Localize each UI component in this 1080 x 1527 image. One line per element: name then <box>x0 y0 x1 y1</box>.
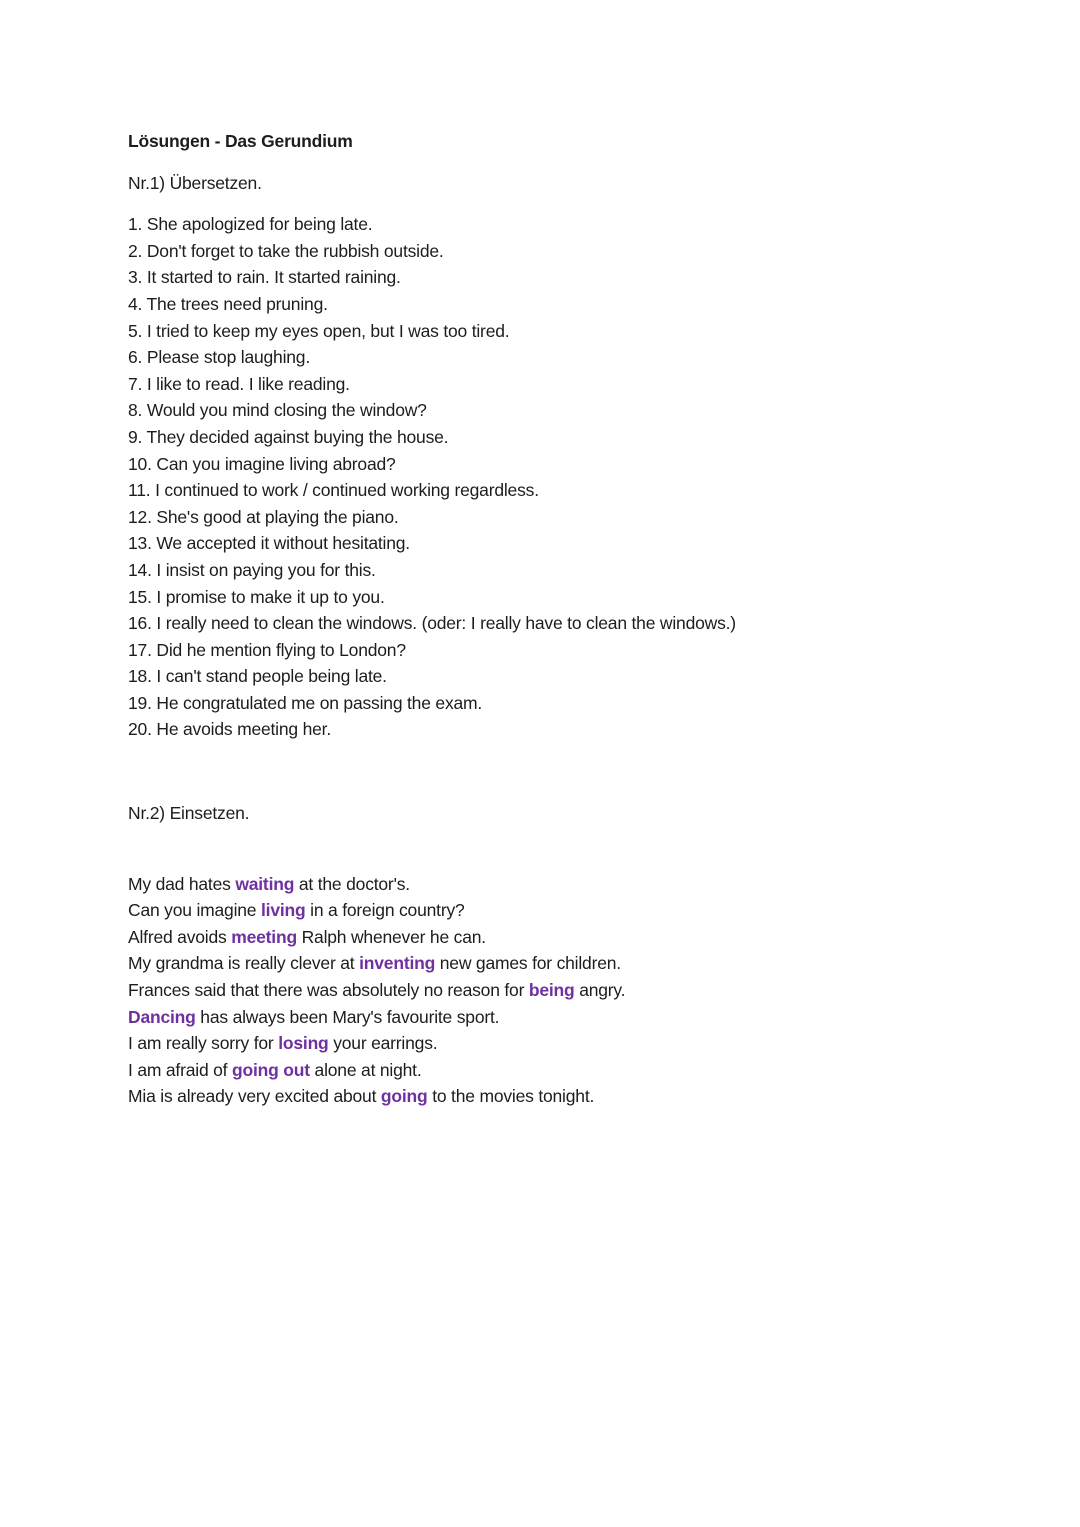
gerund-answer: Dancing <box>128 1006 196 1027</box>
answer-line: 18. I can't stand people being late. <box>128 666 387 687</box>
gerund-sentence <box>128 871 1020 898</box>
gerund-sentence <box>128 950 1020 977</box>
answer-line: 5. I tried to keep my eyes open, but I was too tired. <box>128 320 510 341</box>
section2-heading: Nr.2) Einsetzen. <box>128 803 250 824</box>
answer-line: 14. I insist on paying you for this. <box>128 559 376 580</box>
gerund-sentence <box>128 977 1020 1004</box>
sentence-text: new games for children. <box>435 953 621 974</box>
gerund-sentence <box>128 924 1020 951</box>
sentence-text: in a foreign country? <box>305 900 465 921</box>
answer-line: 1. She apologized for being late. <box>128 214 373 235</box>
answer-line: 10. Can you imagine living abroad? <box>128 453 396 474</box>
answer-line: 9. They decided against buying the house. <box>128 426 449 447</box>
answer-line: 3. It started to rain. It started raining. <box>128 267 401 288</box>
sentence-text: Ralph whenever he can. <box>296 926 486 947</box>
sentence-text: to the movies tonight. <box>427 1086 595 1107</box>
sentence-text: Frances said that there was absolutely no reason for <box>128 980 529 1001</box>
gerund-sentences-list <box>128 871 1020 1110</box>
gerund-answer: waiting <box>235 873 295 894</box>
sentence-text: at the doctor's. <box>294 873 410 894</box>
answer-line: 7. I like to read. I like reading. <box>128 373 350 394</box>
gerund-sentence <box>128 1030 1020 1057</box>
sentence-text: your earrings. <box>328 1033 438 1054</box>
answer-line: 15. I promise to make it up to you. <box>128 586 385 607</box>
sentence-text: My dad hates <box>128 873 236 894</box>
gerund-sentence <box>128 897 1020 924</box>
answer-line: 13. We accepted it without hesitating. <box>128 533 410 554</box>
section1-heading: Nr.1) Übersetzen. <box>128 172 262 193</box>
gerund-answer: going <box>380 1086 428 1107</box>
sentence-text: I am really sorry for <box>128 1033 279 1054</box>
sentence-text: Mia is already very excited about <box>128 1086 381 1107</box>
sentence-text: Alfred avoids <box>128 926 232 947</box>
answer-line: 12. She's good at playing the piano. <box>128 506 399 527</box>
answer-line: 2. Don't forget to take the rubbish outside. <box>128 240 444 261</box>
answer-line: 6. Please stop laughing. <box>128 347 311 368</box>
answer-line: 11. I continued to work / continued working regardless. <box>128 480 539 501</box>
answer-line: 4. The trees need pruning. <box>128 293 328 314</box>
sentence-text: has always been Mary's favourite sport. <box>195 1006 500 1027</box>
gerund-answer: living <box>261 900 306 921</box>
answer-line: 19. He congratulated me on passing the exam. <box>128 692 483 713</box>
answer-line: 17. Did he mention flying to London? <box>128 639 406 660</box>
page-title: Lösungen - Das Gerundium <box>128 131 353 151</box>
sentence-text: angry. <box>574 980 626 1001</box>
answer-line: 20. He avoids meeting her. <box>128 719 331 740</box>
translation-answers-list <box>128 211 1020 743</box>
gerund-answer: being <box>528 980 575 1001</box>
gerund-sentence <box>128 1004 1020 1031</box>
sentence-text: I am afraid of <box>128 1059 232 1080</box>
gerund-answer: inventing <box>359 953 436 974</box>
gerund-answer: meeting <box>231 926 297 947</box>
sentence-text: alone at night. <box>309 1059 422 1080</box>
sentence-text: My grandma is really clever at <box>128 953 360 974</box>
gerund-sentence <box>128 1083 1020 1110</box>
answer-line: 16. I really need to clean the windows. (oder: I really have to clean the windows.) <box>128 613 736 634</box>
answer-line: 8. Would you mind closing the window? <box>128 400 427 421</box>
sentence-text: Can you imagine <box>128 900 261 921</box>
gerund-answer: losing <box>278 1033 329 1054</box>
gerund-sentence <box>128 1057 1020 1084</box>
gerund-answer: going out <box>232 1059 310 1080</box>
